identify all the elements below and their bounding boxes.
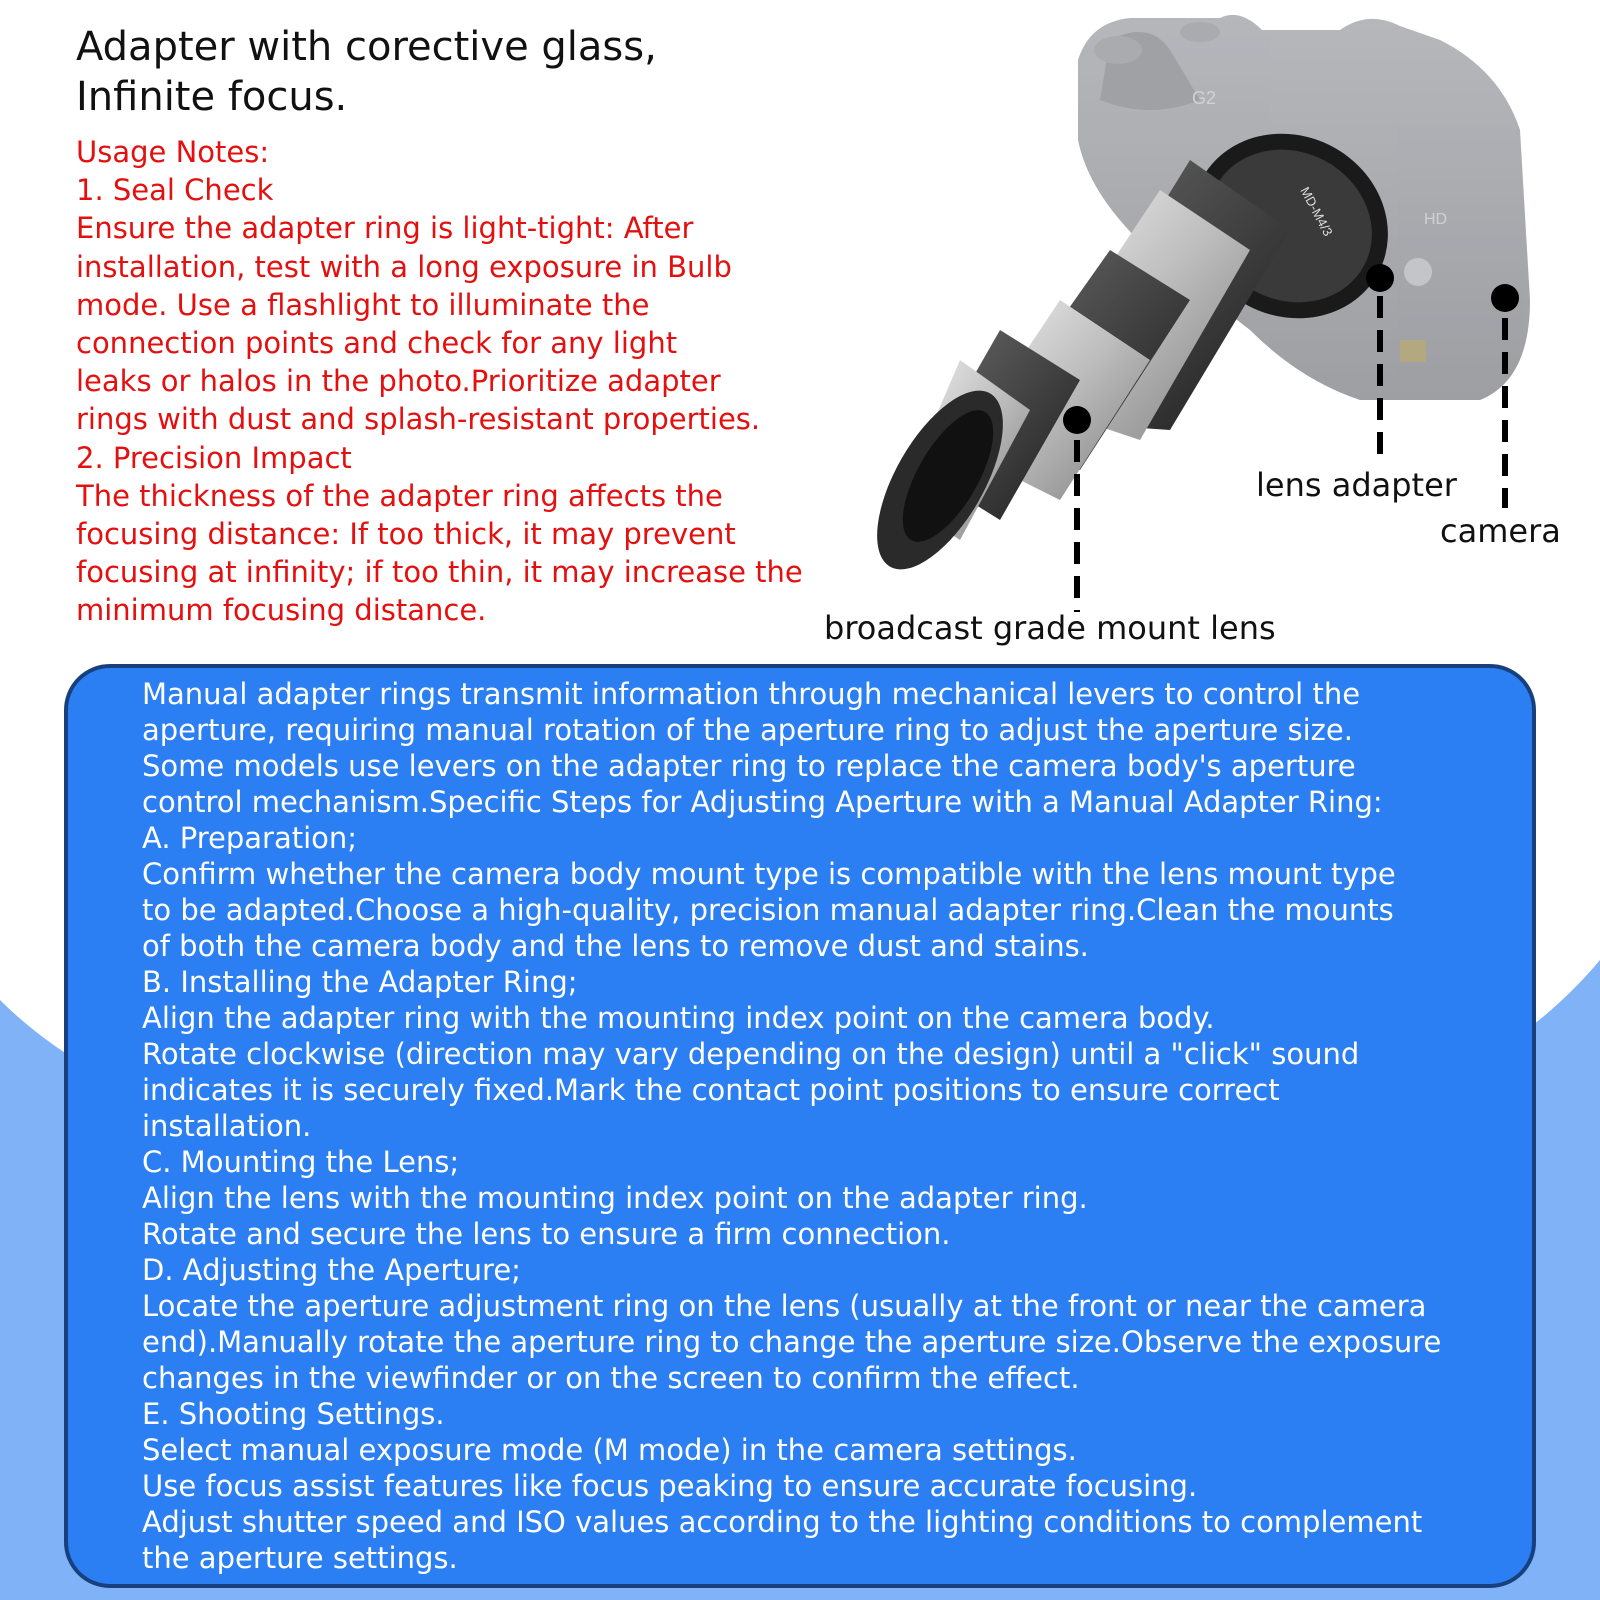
- notes-line: minimum focusing distance.: [76, 593, 487, 628]
- notes-line: mode. Use a flashlight to illuminate the: [76, 287, 650, 322]
- usage-notes: [76, 133, 896, 630]
- notes-line: Ensure the adapter ring is light-tight: After: [76, 211, 694, 246]
- camera-lens-illustration: [870, 0, 1600, 650]
- lens-barrel: [870, 160, 1290, 589]
- instructions-line: Manual adapter rings transmit information through mechanical levers to control the: [142, 677, 1361, 711]
- instructions-line: installation.: [142, 1109, 312, 1143]
- notes-line: installation, test with a long exposure in Bulb: [76, 249, 732, 284]
- instructions-line: Use focus assist features like focus peaking to ensure accurate focusing.: [142, 1469, 1198, 1503]
- instructions-line: Some models use levers on the adapter ring to replace the camera body's aperture: [142, 749, 1356, 783]
- instructions-line: changes in the viewfinder or on the screen to confirm the effect.: [142, 1361, 1080, 1395]
- notes-line: focusing distance: If too thick, it may prevent: [76, 517, 736, 552]
- instructions-line: Confirm whether the camera body mount type is compatible with the lens mount type: [142, 857, 1396, 891]
- instructions-line: D. Adjusting the Aperture;: [142, 1253, 521, 1287]
- instructions-line: Locate the aperture adjustment ring on the lens (usually at the front or near the camera: [142, 1289, 1427, 1323]
- camera-label: camera: [1440, 512, 1561, 550]
- instructions-line: B. Installing the Adapter Ring;: [142, 965, 578, 999]
- instructions-line: Rotate and secure the lens to ensure a firm connection.: [142, 1217, 951, 1251]
- instructions-line: Align the lens with the mounting index point on the adapter ring.: [142, 1181, 1088, 1215]
- camera-hd-text: HD: [1424, 211, 1448, 228]
- notes-line: Usage Notes:: [76, 135, 270, 169]
- instructions-line: Adjust shutter speed and ISO values according to the lighting conditions to complement: [142, 1505, 1423, 1539]
- instructions-line: E. Shooting Settings.: [142, 1397, 445, 1431]
- title-line: Adapter with corective glass,: [76, 24, 657, 70]
- instructions-panel: [64, 664, 1536, 1588]
- camera-model-text: G2: [1192, 88, 1217, 108]
- instructions-line: Align the adapter ring with the mounting index point on the camera body.: [142, 1001, 1215, 1035]
- adapter-ring-text: MD-M4/3: [1297, 184, 1336, 239]
- notes-line: leaks or halos in the photo.Prioritize adapter: [76, 364, 721, 399]
- instructions-line: end).Manually rotate the aperture ring to change the aperture size.Observe the exposure: [142, 1325, 1442, 1359]
- instructions-line: Rotate clockwise (direction may vary depending on the design) until a "click" sound: [142, 1037, 1360, 1071]
- title-line: Infinite focus.: [76, 74, 348, 120]
- instructions-line: indicates it is securely fixed.Mark the contact point positions to ensure correct: [142, 1073, 1280, 1107]
- notes-line: focusing at infinity; if too thin, it may increase the: [76, 555, 803, 590]
- mount-lens-label: broadcast grade mount lens: [824, 609, 1276, 647]
- instructions-line: C. Mounting the Lens;: [142, 1145, 460, 1179]
- instructions-line: control mechanism.Specific Steps for Adjusting Aperture with a Manual Adapter Ring:: [142, 785, 1383, 819]
- instructions-text: [142, 676, 1522, 1576]
- notes-line: connection points and check for any light: [76, 326, 678, 361]
- instructions-line: of both the camera body and the lens to remove dust and stains.: [142, 929, 1089, 963]
- instructions-line: Select manual exposure mode (M mode) in the camera settings.: [142, 1433, 1077, 1467]
- instructions-line: A. Preparation;: [142, 821, 358, 855]
- instructions-line: to be adapted.Choose a high-quality, precision manual adapter ring.Clean the mounts: [142, 893, 1394, 927]
- notes-line: 2. Precision Impact: [76, 440, 352, 475]
- lens-adapter-label: lens adapter: [1256, 466, 1457, 504]
- notes-line: The thickness of the adapter ring affects the: [76, 478, 723, 513]
- instructions-line: aperture, requiring manual rotation of the aperture ring to adjust the aperture size.: [142, 713, 1353, 747]
- page-title: [76, 22, 657, 122]
- instructions-line: the aperture settings.: [142, 1541, 458, 1575]
- notes-line: rings with dust and splash-resistant properties.: [76, 402, 761, 437]
- notes-line: 1. Seal Check: [76, 173, 274, 208]
